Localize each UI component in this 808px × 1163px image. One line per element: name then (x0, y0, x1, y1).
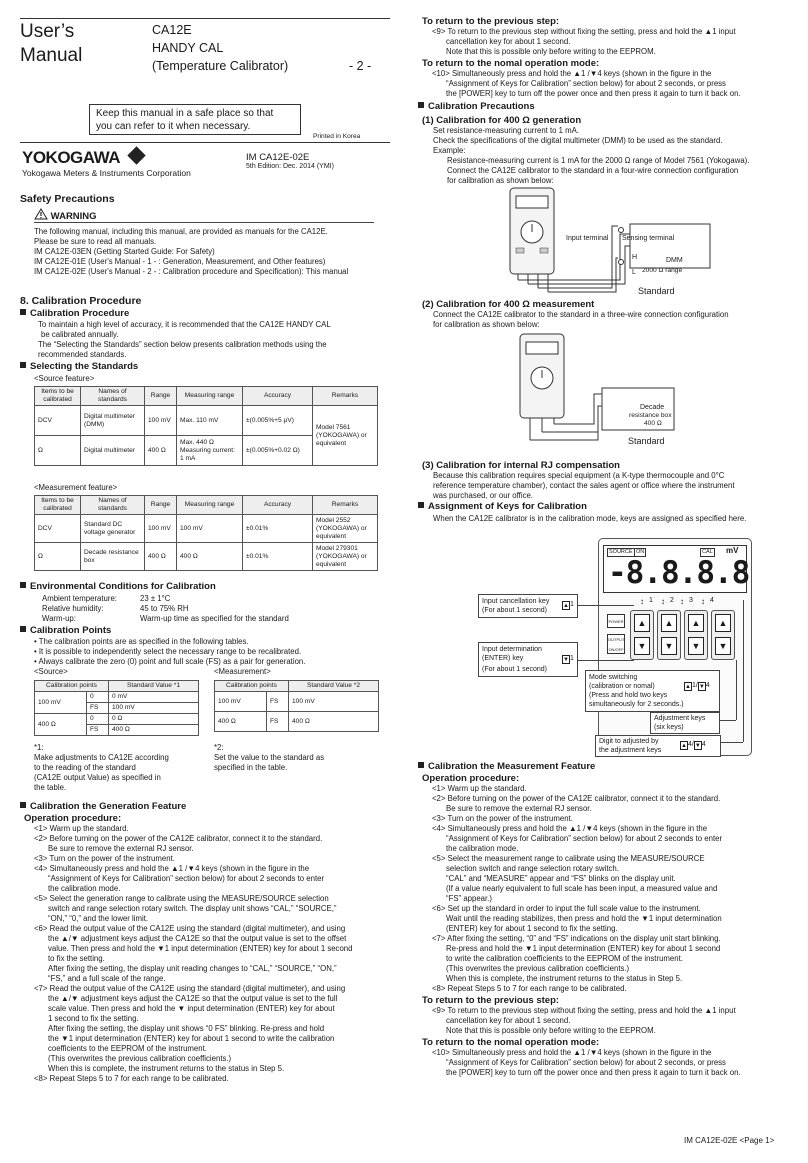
td: Decade resistance box (81, 543, 145, 571)
step-line: <9> To return to the previous step without fixing the setting, press and hold the ▲1 input (432, 1006, 736, 1015)
p1-title: (1) Calibration for 400 Ω generation (422, 115, 582, 126)
warning-heading: WARNING (34, 208, 97, 223)
keep-notice-line2: you can refer to it when necessary. (96, 121, 251, 132)
sel-title: Selecting the Standards (20, 361, 138, 373)
td: 400 Ω (177, 543, 243, 571)
callout-line: (calibration or nomal) (589, 683, 655, 690)
safety-line: IM CA12E-02E (User's Manual - 2 - : Calibration procedure and Specification): This manual (34, 267, 349, 276)
td: DCV (35, 406, 81, 436)
step-line: value. Then press and hold the ▼1 input determination (ENTER) key for about 1 second (48, 944, 353, 953)
sensing-terminal-label: Sensing terminal (622, 235, 675, 242)
product-name: HANDY CAL (152, 41, 224, 55)
note-line: *2: (214, 743, 224, 752)
note-line: the table. (34, 783, 67, 792)
lcd-display (603, 545, 750, 593)
step-line: <6> Set up the standard in order to input the full scale value to the instrument. (432, 904, 701, 913)
th: Names of standards (81, 496, 145, 515)
cp-meas-label: <Measurement> (214, 667, 271, 676)
safety-line: The following manual, including this manual, are provided as manuals for the CA12E. (34, 227, 328, 236)
step-line: <5> Select the generation range to calibrate using the MEASURE/SOURCE selection (34, 894, 329, 903)
env-items (42, 594, 382, 624)
three-wire-diagram (512, 332, 712, 450)
cancel-leader (578, 605, 634, 606)
p2-line: for calibration as shown below: (433, 320, 540, 329)
logo-diamond-icon (127, 146, 145, 164)
l-label: L (632, 269, 636, 276)
up-key-1[interactable]: ▲ (634, 614, 650, 632)
ohm-label: 400 Ω (644, 420, 662, 427)
source-indicator: SOURCE (609, 549, 633, 555)
header-rule (20, 18, 390, 19)
callout-line: simultaneously for 2 seconds.) (589, 701, 684, 708)
step-line: “FS” appear.) (446, 894, 492, 903)
callout-line: (For about 1 second) (482, 607, 547, 614)
td: ±0.01% (243, 515, 313, 543)
edition: 5th Edition: Dec. 2014 (YMI) (246, 163, 334, 170)
mode-key-symbol: ▲1/▼4 (685, 682, 710, 690)
digit-leader (721, 742, 743, 743)
down-key-2[interactable]: ▼ (661, 637, 677, 655)
up-key-2[interactable]: ▲ (661, 614, 677, 632)
meas-norm-steps (432, 1048, 794, 1078)
p3-line: reference temperature chamber), contact the sales agent or office where the instrument (433, 481, 735, 490)
step-line: 1 second to fix the setting. (48, 1014, 139, 1023)
callout-line: Mode switching (589, 674, 638, 681)
callout-line: the adjustment keys (599, 747, 662, 754)
td: 100 mV (215, 692, 267, 712)
power-button[interactable]: POWER (607, 614, 625, 628)
p2-title: (2) Calibration for 400 Ω measurement (422, 299, 595, 310)
p1-line: Check the specifications of the digital multimeter (DMM) to be used as the standard. (433, 136, 723, 145)
keep-notice-box (89, 104, 301, 135)
step-line: “ON,” “0,” and the lower limit. (48, 914, 149, 923)
digit-arrow-1: ↕ (640, 597, 644, 606)
warning-triangle-icon (34, 208, 48, 220)
p1-text (433, 126, 793, 156)
td: 100 mV (35, 692, 87, 714)
step-line: When this is complete, the instrument returns to the status in Step 5. (48, 1064, 285, 1073)
td: 100 mV (145, 515, 177, 543)
cp-line: be calibrated annually. (41, 330, 119, 339)
td: 0 Ω (109, 714, 199, 725)
digit-num-1: 1 (649, 597, 653, 604)
th: Items to be calibrated (35, 496, 81, 515)
down-key-4[interactable]: ▼ (715, 637, 731, 655)
four-wire-diagram (500, 186, 730, 298)
product-code: CA12E (152, 23, 192, 37)
env-title: Environmental Conditions for Calibration (20, 581, 216, 593)
step-line: the ▲/▼ adjustment keys adjust the CA12E so that the output value is set to the offset (48, 934, 347, 943)
td: 0 (87, 692, 109, 703)
input-terminal-label: Input terminal (566, 235, 609, 242)
td: Model 2552 (YOKOGAWA) or equivalent (313, 515, 378, 543)
cp-source-table (34, 680, 199, 736)
th: Calibration points (35, 681, 109, 692)
cpoints-title: Calibration Points (20, 625, 111, 637)
note-line: (CA12E output Value) as specified in (34, 773, 161, 782)
note-line: Set the value to the standard as (214, 753, 325, 762)
td: DCV (35, 515, 81, 543)
norm-steps-top (432, 69, 794, 99)
prev-steps-top (432, 27, 792, 57)
step-line: “Assignment of Keys for Calibration” section below) for about 2 seconds, or press (446, 1058, 726, 1067)
callout-line: Digit to adjusted by (599, 738, 659, 745)
safety-title: Safety Precautions (20, 193, 115, 205)
h-label: H (632, 254, 638, 261)
td: 0 mV (109, 692, 199, 703)
td: 100 mV (145, 406, 177, 436)
step-line: <1> Warm up the standard. (432, 784, 527, 793)
th: Remarks (313, 387, 378, 406)
assign-text: When the CA12E calibrator is in the calibration mode, keys are assigned as specified here. (433, 514, 747, 523)
standard-label-1: Standard (638, 286, 675, 296)
cp-line: To maintain a high level of accuracy, it is recommended that the CA12E HANDY CAL (38, 320, 331, 329)
step-line: “Assignment of Keys for Calibration” section below) for about 2 seconds to enter (446, 834, 723, 843)
mv-indicator: mV (726, 546, 739, 555)
callout-line: (Press and hold two keys (589, 692, 668, 699)
digit-num-3: 3 (689, 597, 693, 604)
up-key-4[interactable]: ▲ (715, 614, 731, 632)
company-name: Yokogawa Meters & Instruments Corporation (22, 168, 191, 178)
gen-op: Operation procedure: (24, 813, 122, 824)
note-line: specified in the table. (214, 763, 288, 772)
step-line: selection switch and range selection rotary switch. (446, 864, 619, 873)
td: Digital multimeter (DMM) (81, 406, 145, 436)
td: Standard DC voltage generator (81, 515, 145, 543)
th: Measuring range (177, 496, 243, 515)
env-row: Warm-up: Warm-up time as specified for the standard (42, 614, 289, 623)
td: 400 Ω (145, 436, 177, 466)
td: 400 Ω (109, 725, 199, 736)
doc-id: IM CA12E-02E (246, 152, 310, 163)
callout-line: (ENTER) key (482, 655, 524, 662)
td: Model 279301 (YOKOGAWA) or equivalent (313, 543, 378, 571)
th: Calibration points (215, 681, 289, 692)
standard-label-2: Standard (628, 436, 665, 446)
step-line: After fixing the setting, the display unit reading changes to “CAL,” “SOURCE,” “ON,” (48, 964, 337, 973)
up-key-3[interactable]: ▲ (688, 614, 704, 632)
step-line: <7> After fixing the setting, “0” and “FS” indications on the display unit start blinking. (432, 934, 721, 943)
th: Standard Value *2 (289, 681, 379, 692)
td-remark: Model 7561 (YOKOGAWA) or equivalent (313, 406, 378, 466)
cpoints-bullet: • It is possible to independently select the necessary range to be recalibrated. (34, 647, 302, 656)
lcd-digits: -8.8.8.8 (608, 555, 750, 591)
step-line: Be sure to remove the external RJ sensor. (48, 844, 194, 853)
note-line: Make adjustments to CA12E according (34, 753, 169, 762)
p1-ex-line: Resistance-measuring current is 1 mA for the 2000 Ω range of Model 7561 (Yokogawa). (447, 156, 750, 165)
step-line: (This overwrites the previous calibration coefficients.) (446, 964, 630, 973)
note2 (214, 743, 384, 773)
header-title-line1: User’s (20, 21, 75, 42)
step-line: the ▼1 input determination (ENTER) key for about 1 second to write the calibration (48, 1034, 335, 1043)
adjust-callout (650, 712, 720, 734)
th: Items to be calibrated (35, 387, 81, 406)
safety-line: Please be sure to read all manuals. (34, 237, 157, 246)
digit-leader-v (743, 600, 744, 742)
p3-text (433, 471, 793, 501)
step-line: the calibration mode. (446, 844, 519, 853)
p1-example (447, 156, 795, 186)
td: Max. 110 mV (177, 406, 243, 436)
meas-op: Operation procedure: (422, 773, 520, 784)
cp-meas-table (214, 680, 379, 732)
p2-text (433, 310, 793, 330)
gen-steps (34, 824, 394, 1084)
td: ±0.01% (243, 543, 313, 571)
th: Measuring range (177, 387, 243, 406)
th: Range (145, 387, 177, 406)
assign-title: Assignment of Keys for Calibration (418, 501, 587, 513)
prev-title-top: To return to the previous step: (422, 16, 560, 27)
env-row: Ambient temperature: 23 ± 1°C (42, 594, 171, 603)
down-key-3[interactable]: ▼ (688, 637, 704, 655)
step-line: (ENTER) key for about 1 second to fix the setting. (446, 924, 618, 933)
callout-line: Input determination (482, 646, 542, 653)
step-line: the calibration mode. (48, 884, 121, 893)
step-line: the [POWER] key to turn off the power once and then press it again to turn it back on. (446, 1068, 741, 1077)
cp-title: Calibration Procedure (20, 308, 129, 320)
step-line: After fixing the setting, the display unit shows “0 FS” blinking. Re-press and hold (48, 1024, 325, 1033)
cpoints-bullet: • The calibration points are as specified in the following tables. (34, 637, 249, 646)
step-line: <2> Before turning on the power of the CA12E calibrator, connect it to the standard. (432, 794, 721, 803)
page-mark: - 2 - (349, 59, 372, 73)
td: 400 Ω (215, 712, 267, 732)
cp-line: recommended standards. (38, 350, 127, 359)
td: Digital multimeter (81, 436, 145, 466)
product-subtitle: (Temperature Calibrator) (152, 59, 289, 73)
mode-callout (585, 670, 720, 712)
step-line: to fix the setting. (48, 954, 105, 963)
step-line: <7> Read the output value of the CA12E using the standard (digital multimeter), and using (34, 984, 346, 993)
td: 100 mV (109, 703, 199, 714)
step-line: <8> Repeat Steps 5 to 7 for each range to be calibrated. (34, 1074, 229, 1083)
output-button[interactable]: OUTPUT ON/OFF (607, 634, 625, 654)
keep-notice-line1: Keep this manual in a safe place so that (96, 108, 274, 119)
step-line: (This overwrites the previous calibration coefficients.) (48, 1054, 232, 1063)
digit-arrow-4: ↕ (701, 597, 705, 606)
step-line: “Assignment of Keys for Calibration” section below) for about 2 seconds to enter (48, 874, 325, 883)
td: FS (267, 692, 289, 712)
step-line: <10> Simultaneously press and hold the ▲1 /▼4 keys (shown in the figure in the (432, 69, 712, 78)
step-line: <5> Select the measurement range to calibrate using the MEASURE/SOURCE (432, 854, 705, 863)
step-line: <4> Simultaneously press and hold the ▲1 /▼4 keys (shown in the figure in the (432, 824, 708, 833)
section8-title: 8. Calibration Procedure (20, 295, 142, 307)
td: 100 mV (289, 692, 379, 712)
meas-norm-title: To return to the nomal operation mode: (422, 1037, 600, 1048)
step-line: “Assignment of Keys for Calibration” section below) for about 2 seconds, or press (446, 79, 726, 88)
env-row: Relative humidity: 45 to 75% RH (42, 604, 189, 613)
step-line: <10> Simultaneously press and hold the ▲1 /▼4 keys (shown in the figure in the (432, 1048, 712, 1057)
digit-num-2: 2 (670, 597, 674, 604)
th: Accuracy (243, 496, 313, 515)
td: 400 Ω (289, 712, 379, 732)
step-line: cancellation key for about 1 second. (446, 1016, 571, 1025)
th: Accuracy (243, 387, 313, 406)
cal-indicator: CAL (702, 549, 713, 555)
p1-line: Example: (433, 146, 466, 155)
p2-line: Connect the CA12E calibrator to the standard in a three-wire connection configuration (433, 310, 729, 319)
step-line: switch and range selection rotary switch. The display unit shows “CAL,” “SOURCE,” (48, 904, 337, 913)
step-line: cancellation key for about 1 second. (446, 37, 571, 46)
td: Ω (35, 543, 81, 571)
td: Ω (35, 436, 81, 466)
safety-line: IM CA12E-01E (User's Manual - 1 - : Generation, Measurement, and Other features) (34, 257, 326, 266)
safety-line: IM CA12E-03EN (Getting Started Guide: For Safety) (34, 247, 215, 256)
digit-arrow-3: ↕ (680, 597, 684, 606)
dmm-range-label: 2000 Ω range (642, 267, 683, 274)
step-line: <3> Turn on the power of the instrument. (34, 854, 175, 863)
on-indicator: ON (636, 549, 645, 555)
warning-rule (34, 222, 374, 223)
resistance-box-label: resistance box (629, 412, 672, 419)
th: Range (145, 496, 177, 515)
cp-line: The “Selecting the Standards” section below presents calibration methods using the (38, 340, 327, 349)
p3-title: (3) Calibration for internal RJ compensation (422, 460, 620, 471)
step-line: Be sure to remove the external RJ sensor. (446, 804, 592, 813)
printed-in: Printed in Korea (313, 133, 361, 140)
callout-line: Adjustment keys (654, 715, 706, 722)
cp-source-label: <Source> (34, 667, 68, 676)
p3-line: Because this calibration requires special equipment (a K-type thermocouple and 0°C (433, 471, 725, 480)
step-line: <2> Before turning on the power of the CA12E calibrator, connect it to the standard. (34, 834, 323, 843)
header-title-line2: Manual (20, 45, 83, 66)
td: 100 mV (177, 515, 243, 543)
step-line: <4> Simultaneously press and hold the ▲1 /▼4 keys (shown in the figure in the (34, 864, 310, 873)
norm-title-top: To return to the nomal operation mode: (422, 58, 600, 69)
p1-ex-line: Connect the CA12E calibrator to the standard in a four-wire connection configuration (447, 166, 739, 175)
step-line: the [POWER] key to turn off the power once and then press it again to turn it back on. (446, 89, 741, 98)
yokogawa-logo: YOKOGAWA (22, 148, 143, 167)
meas-title: Calibration the Measurement Feature (418, 761, 595, 773)
dmm-label: DMM (666, 257, 683, 264)
source-standards-table (34, 386, 378, 466)
meas-prev-title: To return to the previous step: (422, 995, 560, 1006)
th: Standard Value *1 (109, 681, 199, 692)
safety-lines (34, 227, 384, 277)
step-line: When this is complete, the instrument returns to the status in Step 5. (446, 974, 683, 983)
td: 0 (87, 714, 109, 725)
enter-leader (578, 660, 634, 661)
step-line: scale value. Then press and hold the ▼ input determination (ENTER) key for about (48, 1004, 335, 1013)
cprec-title: Calibration Precautions (418, 101, 535, 113)
digit-num-4: 4 (710, 597, 714, 604)
td: FS (87, 703, 109, 714)
th: Remarks (313, 496, 378, 515)
th: Names of standards (81, 387, 145, 406)
note-line: to the reading of the standard (34, 763, 136, 772)
td: ±(0.005%+0.02 Ω) (243, 436, 313, 466)
divider-rule (20, 142, 390, 143)
step-line: <1> Warm up the standard. (34, 824, 129, 833)
step-line: <9> To return to the previous step without fixing the setting, press and hold the ▲1 input (432, 27, 736, 36)
enter-key-symbol: ▼1 (563, 655, 574, 663)
cpoints-bullets (34, 637, 384, 667)
meas-steps (432, 784, 794, 994)
step-line: coefficients to the EEPROM of the instrument. (48, 1044, 207, 1053)
decade-label: Decade (640, 404, 665, 411)
p1-ex-line: for calibration as shown below: (447, 176, 554, 185)
digit-arrow-2: ↕ (661, 597, 665, 606)
callout-line: (For about 1 second) (482, 666, 547, 673)
step-line: Note that this is possible only before writing to the EEPROM. (446, 47, 656, 56)
step-line: “FS,” and a full scale of the range. (48, 974, 166, 983)
step-line: (If a value nearly equivalent to full scale has been input, a measured value and (446, 884, 718, 893)
adjust-leader (720, 720, 736, 721)
step-line: Re-press and hold the ▼1 input determination (ENTER) key for about 1 second (446, 944, 721, 953)
td: FS (267, 712, 289, 732)
page-footer: IM CA12E-02E <Page 1> (684, 1136, 775, 1145)
p3-line: was purchased, or our office. (433, 491, 533, 500)
cancel-key-symbol: ▲1 (563, 601, 574, 609)
td: 400 Ω (35, 714, 87, 736)
note1 (34, 743, 204, 793)
p1-line: Set resistance-measuring current to 1 mA. (433, 126, 580, 135)
meas-feature-label: <Measurement feature> (34, 483, 118, 492)
td: 400 Ω (145, 543, 177, 571)
meas-standards-table (34, 495, 378, 571)
td: ±(0.005%+5 μV) (243, 406, 313, 436)
callout-line: Input cancellation key (482, 598, 550, 605)
td: FS (87, 725, 109, 736)
down-key-1[interactable]: ▼ (634, 637, 650, 655)
step-line: to write the calibration coefficients to the EEPROM of the instrument. (446, 954, 683, 963)
cp-text (38, 320, 383, 360)
cpoints-bullet: • Always calibrate the zero (0) point and full scale (FS) as a pair for generation. (34, 657, 306, 666)
note-line: *1: (34, 743, 44, 752)
step-line: Note that this is possible only before writing to the EEPROM. (446, 1026, 656, 1035)
source-feature-label: <Source feature> (34, 374, 95, 383)
step-line: Wait until the reading stabilizes, then press and hold the ▼1 input determination (446, 914, 722, 923)
step-line: <8> Repeat Steps 5 to 7 for each range to be calibrated. (432, 984, 627, 993)
step-line: <6> Read the output value of the CA12E using the standard (digital multimeter), and using (34, 924, 346, 933)
step-line: <3> Turn on the power of the instrument. (432, 814, 573, 823)
gen-title: Calibration the Generation Feature (20, 801, 186, 813)
step-line: the ▲/▼ adjustment keys adjust the CA12E so that the output value is set to the full (48, 994, 338, 1003)
adjust-leader-v (736, 660, 737, 720)
digit-key-symbol: ▲4/▼4 (681, 741, 706, 749)
step-line: “CAL” and “MEASURE” appear and “FS” blinks on the display unit. (446, 874, 676, 883)
callout-line: (six keys) (654, 724, 684, 731)
meas-prev-steps (432, 1006, 794, 1036)
td: Max. 440 Ω Measuring current: 1 mA (177, 436, 243, 466)
